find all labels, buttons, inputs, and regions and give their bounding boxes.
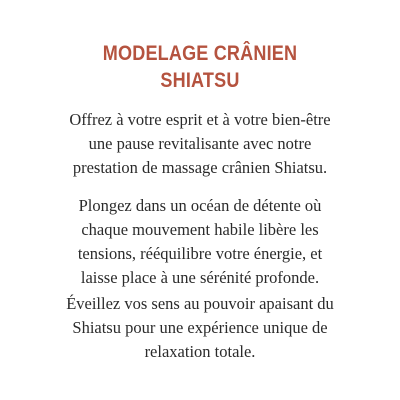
paragraph-relaxation (0, 194, 400, 290)
paragraph-line: laisse place à une sérénité profonde. (80, 268, 320, 287)
paragraph-line: relaxation totale. (144, 342, 256, 361)
paragraph-line: Shiatsu pour une expérience unique de (72, 318, 328, 337)
paragraph-line: Plongez dans un océan de détente où (78, 196, 322, 215)
title-line-2: SHIATSU (160, 69, 240, 92)
title-line-1: MODELAGE CRÂNIEN (102, 42, 298, 65)
paragraph-line: chaque mouvement habile libère les (81, 220, 319, 239)
paragraph-closing (0, 292, 400, 364)
paragraph-line: Éveillez vos sens au pouvoir apaisant du (66, 294, 334, 313)
paragraph-line: prestation de massage crânien Shiatsu. (72, 158, 328, 177)
paragraph-line: Offrez à votre esprit et à votre bien-être (69, 110, 331, 129)
paragraph-intro (0, 108, 400, 180)
paragraph-line: tensions, rééquilibre votre énergie, et (77, 244, 323, 263)
paragraph-line: une pause revitalisante avec notre (88, 134, 312, 153)
